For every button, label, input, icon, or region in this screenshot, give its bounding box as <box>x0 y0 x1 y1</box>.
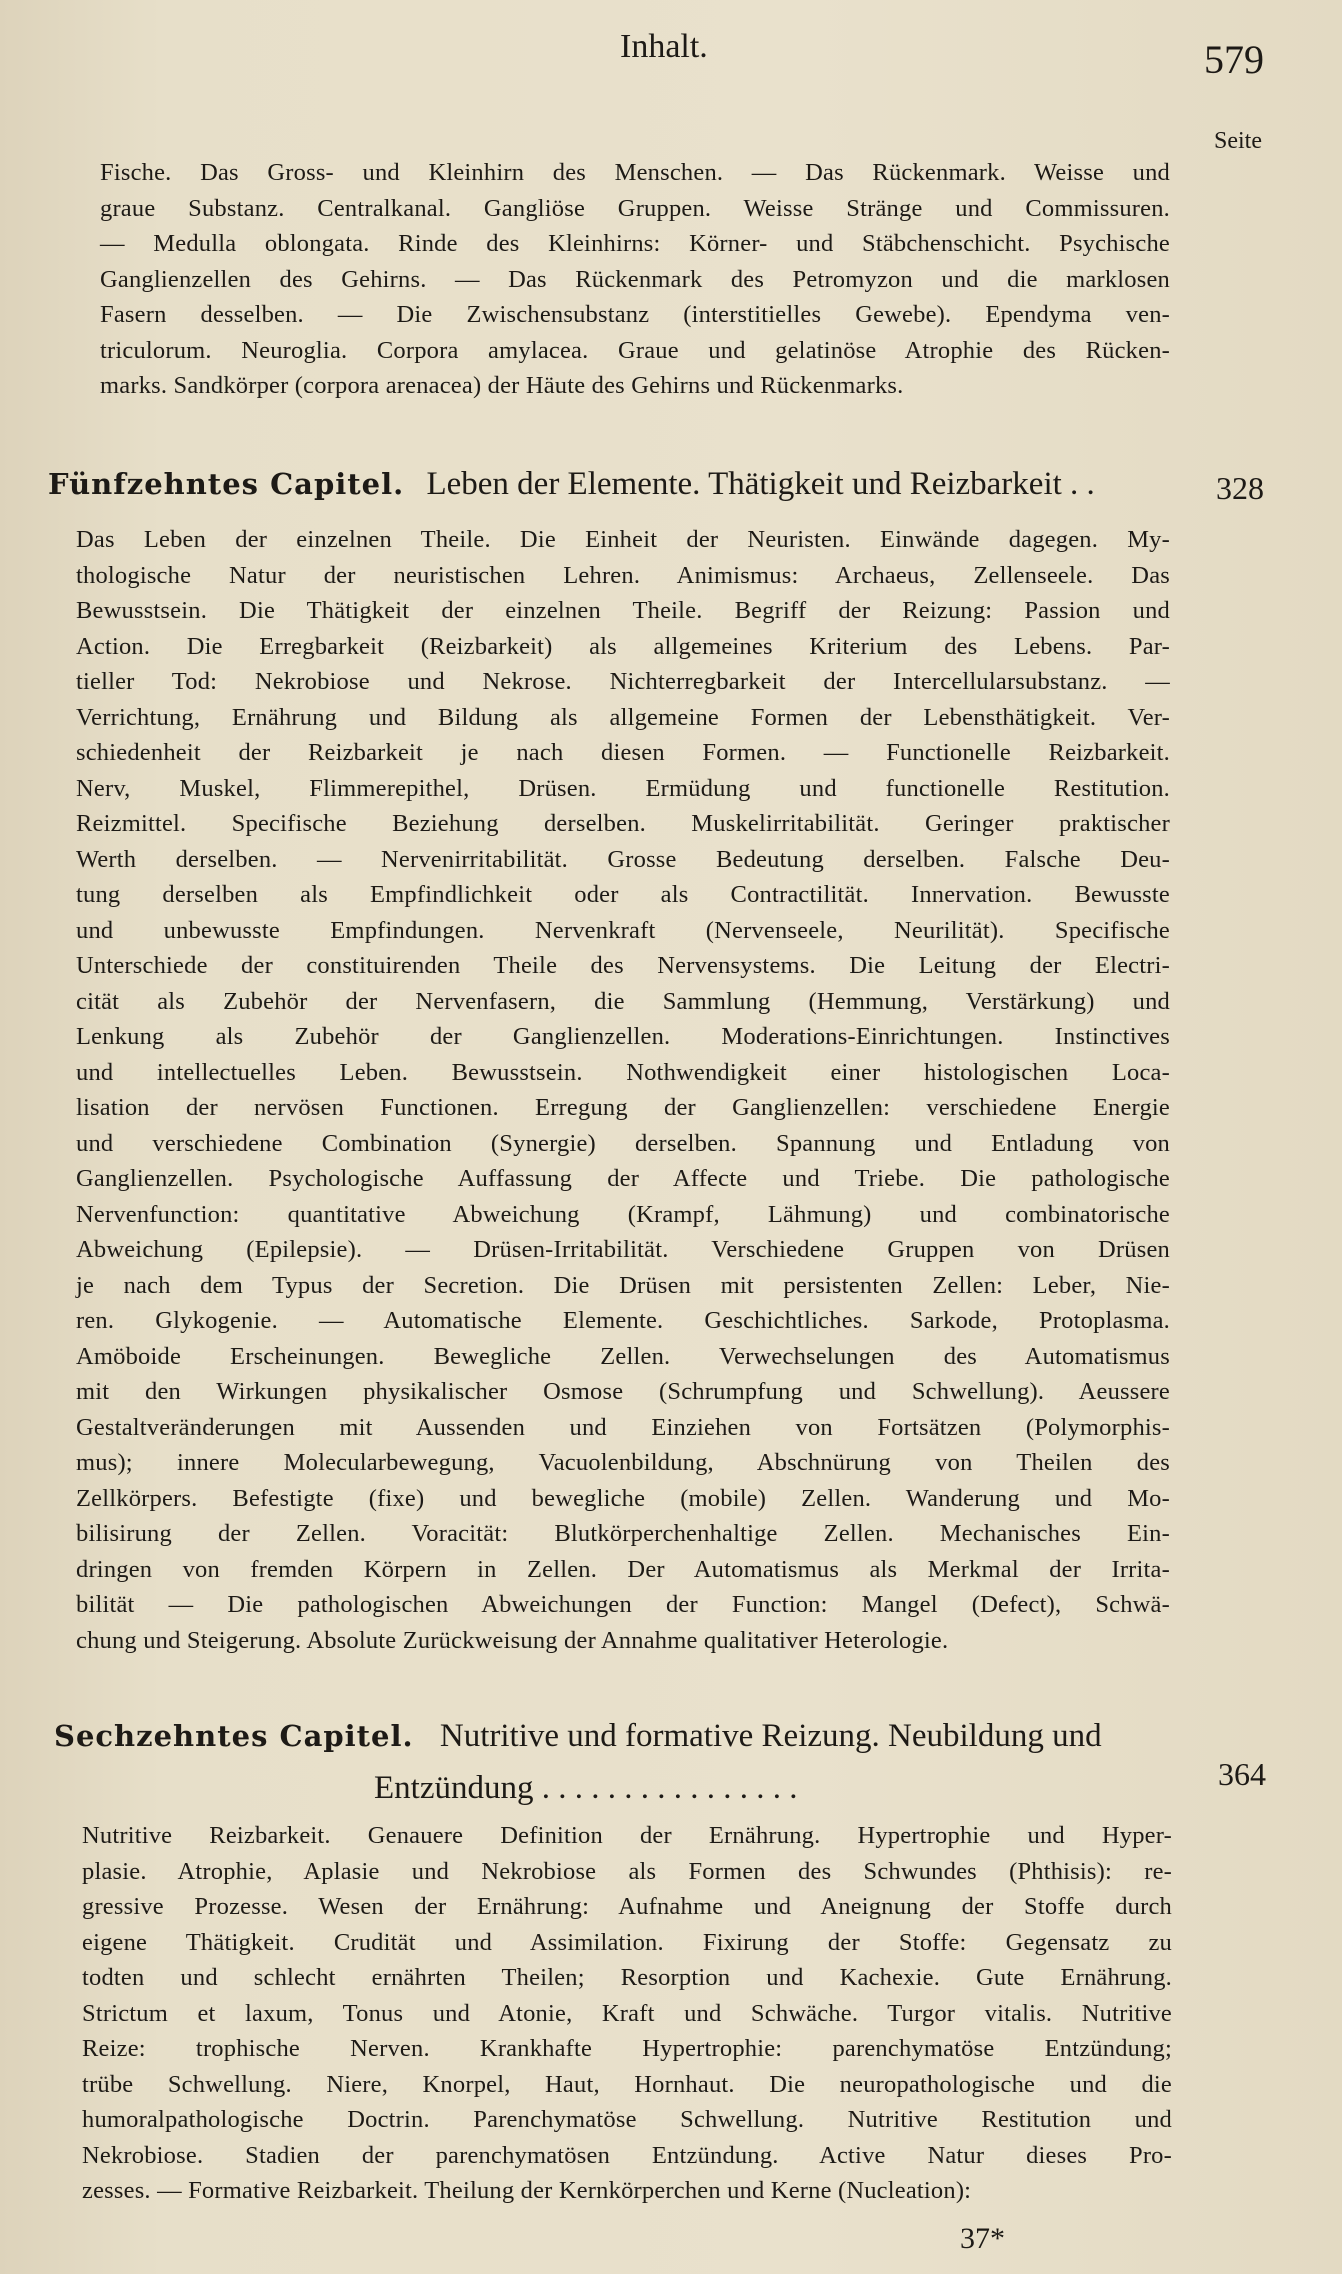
chapter-16-summary <box>82 1818 1172 2209</box>
text-line: todten und schlecht ernährten Theilen; Resorption und Kachexie. Gute Ernährung. <box>82 1964 1172 1991</box>
text-line: Reize: trophische Nerven. Krankhafte Hypertrophie: parenchymatöse Entzündung; <box>82 2035 1172 2062</box>
page-number: 579 <box>1204 37 1264 82</box>
text-line: ren. Glykogenie. — Automatische Elemente. Geschichtliches. Sarkode, Protoplasma. <box>76 1307 1170 1334</box>
text-line: Gestaltveränderungen mit Aussenden und Einziehen von Fortsätzen (Polymorphis- <box>76 1413 1170 1441</box>
text-line: Bewusstsein. Die Thätigkeit der einzelnen Theile. Begriff der Reizung: Passion und <box>76 597 1170 624</box>
text-line: Werth derselben. — Nervenirritabilität. Grosse Bedeutung derselben. Falsche Deu- <box>76 845 1170 873</box>
text-line: — Medulla oblongata. Rinde des Kleinhirns: Körner- und Stäbchenschicht. Psychische <box>100 230 1170 257</box>
paragraph-continued <box>100 155 1170 404</box>
text-line: Abweichung (Epilepsie). — Drüsen-Irritabilität. Verschiedene Gruppen von Drüsen <box>76 1236 1170 1263</box>
text-line: zesses. — Formative Reizbarkeit. Theilung der Kernkörperchen und Kerne (Nucleation): <box>82 2177 972 2204</box>
text-line: plasie. Atrophie, Aplasie und Nekrobiose als Formen des Schwundes (Phthisis): re- <box>82 1857 1172 1885</box>
text-line: Das Leben der einzelnen Theile. Die Einheit der Neuristen. Einwände dagegen. My- <box>76 526 1170 553</box>
text-line: Amöboide Erscheinungen. Bewegliche Zellen. Verwechselungen des Automatismus <box>76 1342 1170 1370</box>
text-line: Nervenfunction: quantitative Abweichung (Krampf, Lähmung) und combinatorische <box>76 1200 1170 1228</box>
text-line: Nekrobiose. Stadien der parenchymatösen Entzündung. Active Natur dieses Pro- <box>82 2141 1172 2169</box>
chapter-15-page: 328 <box>1216 470 1264 506</box>
text-line: Fische. Das Gross- und Kleinhirn des Menschen. — Das Rückenmark. Weisse und <box>100 159 1170 186</box>
text-line: lisation der nervösen Functionen. Erregung der Ganglienzellen: verschiedene Energie <box>76 1094 1170 1121</box>
text-line: mit den Wirkungen physikalischer Osmose (Schrumpfung und Schwellung). Aeussere <box>76 1378 1170 1405</box>
text-line: Unterschiede der constituirenden Theile des Nervensystems. Die Leitung der Electri- <box>76 952 1170 979</box>
text-line: dringen von fremden Körpern in Zellen. Der Automatismus als Merkmal der Irrita- <box>76 1555 1170 1583</box>
text-line: und unbewusste Empfindungen. Nervenkraft (Nervenseele, Neurilität). Specifische <box>76 916 1170 944</box>
text-line: bilität — Die pathologischen Abweichungen der Function: Mangel (Defect), Schwä- <box>76 1591 1170 1618</box>
text-line: eigene Thätigkeit. Crudität und Assimilation. Fixirung der Stoffe: Gegensatz zu <box>82 1928 1172 1956</box>
text-line: humoralpathologische Doctrin. Parenchymatöse Schwellung. Nutritive Restitution und <box>82 2106 1172 2133</box>
text-line: Reizmittel. Specifische Beziehung derselben. Muskelirritabilität. Geringer praktischer <box>76 810 1170 837</box>
text-line: cität als Zubehör der Nervenfasern, die Sammlung (Hemmung, Verstärkung) und <box>76 987 1170 1015</box>
signature-mark: 37* <box>960 2222 1005 2255</box>
chapter-15-label: Fünfzehntes Capitel. <box>48 467 405 501</box>
text-line: bilisirung der Zellen. Voracität: Blutkörperchenhaltige Zellen. Mechanisches Ein- <box>76 1520 1170 1547</box>
chapter-16-title-line1: Nutritive und formative Reizung. Neubildung und <box>439 1718 1102 1754</box>
chapter-16-title-line2: Entzündung . . . . . . . . . . . . . . . . <box>374 1770 798 1806</box>
text-line: tung derselben als Empfindlichkeit oder als Contractilität. Innervation. Bewusste <box>76 881 1170 908</box>
text-line: und intellectuelles Leben. Bewusstsein. Nothwendigkeit einer histologischen Loca- <box>76 1058 1170 1086</box>
text-line: Verrichtung, Ernährung und Bildung als allgemeine Formen der Lebensthätigkeit. Ver- <box>76 703 1170 731</box>
text-line: Zellkörpers. Befestigte (fixe) und bewegliche (mobile) Zellen. Wanderung und Mo- <box>76 1484 1170 1512</box>
text-line: schiedenheit der Reizbarkeit je nach diesen Formen. — Functionelle Reizbarkeit. <box>76 739 1170 766</box>
chapter-16-label: Sechzehntes Capitel. <box>54 1719 414 1753</box>
text-line: Nerv, Muskel, Flimmerepithel, Drüsen. Ermüdung und functionelle Restitution. <box>76 774 1170 802</box>
text-line: tieller Tod: Nekrobiose und Nekrose. Nichterregbarkeit der Intercellularsubstanz. — <box>76 668 1170 695</box>
seite-label: Seite <box>1214 128 1262 154</box>
text-line: thologische Natur der neuristischen Lehren. Animismus: Archaeus, Zellenseele. Das <box>76 561 1170 589</box>
chapter-15-summary <box>76 522 1170 1658</box>
text-line: gressive Prozesse. Wesen der Ernährung: Aufnahme und Aneignung der Stoffe durch <box>82 1893 1172 1920</box>
text-line: Fasern desselben. — Die Zwischensubstanz (interstitielles Gewebe). Ependyma ven- <box>100 301 1170 328</box>
text-line: Ganglienzellen. Psychologische Auffassung der Affecte und Triebe. Die pathologische <box>76 1165 1170 1192</box>
text-line: je nach dem Typus der Secretion. Die Drüsen mit persistenten Zellen: Leber, Nie- <box>76 1271 1170 1299</box>
text-line: graue Substanz. Centralkanal. Gangliöse Gruppen. Weisse Stränge und Commissuren. <box>100 194 1170 222</box>
text-line: Nutritive Reizbarkeit. Genauere Definition der Ernährung. Hypertrophie und Hyper- <box>82 1822 1172 1849</box>
text-line: chung und Steigerung. Absolute Zurückweisung der Annahme qualitativer Heterologie. <box>76 1626 949 1654</box>
chapter-16-heading <box>54 1718 1102 1755</box>
text-line: trübe Schwellung. Niere, Knorpel, Haut, Hornhaut. Die neuropathologische und die <box>82 2070 1172 2098</box>
text-line: mus); innere Molecularbewegung, Vacuolenbildung, Abschnürung von Theilen des <box>76 1449 1170 1476</box>
chapter-15-title: Leben der Elemente. Thätigkeit und Reizbarkeit . . <box>426 466 1095 502</box>
text-line: Lenkung als Zubehör der Ganglienzellen. Moderations-Einrichtungen. Instinctives <box>76 1023 1170 1050</box>
chapter-16-page: 364 <box>1218 1756 1266 1792</box>
text-line: marks. Sandkörper (corpora arenacea) der Häute des Gehirns und Rückenmarks. <box>100 372 904 399</box>
chapter-15-heading <box>48 466 1095 503</box>
text-line: Action. Die Erregbarkeit (Reizbarkeit) als allgemeines Kriterium des Lebens. Par- <box>76 632 1170 660</box>
text-line: Strictum et laxum, Tonus und Atonie, Kraft und Schwäche. Turgor vitalis. Nutritive <box>82 1999 1172 2027</box>
running-head-title: Inhalt. <box>620 28 708 65</box>
text-line: und verschiedene Combination (Synergie) derselben. Spannung und Entladung von <box>76 1129 1170 1157</box>
text-line: triculorum. Neuroglia. Corpora amylacea. Graue und gelatinöse Atrophie des Rücken- <box>100 336 1170 364</box>
text-line: Ganglienzellen des Gehirns. — Das Rückenmark des Petromyzon und die marklosen <box>100 265 1170 293</box>
